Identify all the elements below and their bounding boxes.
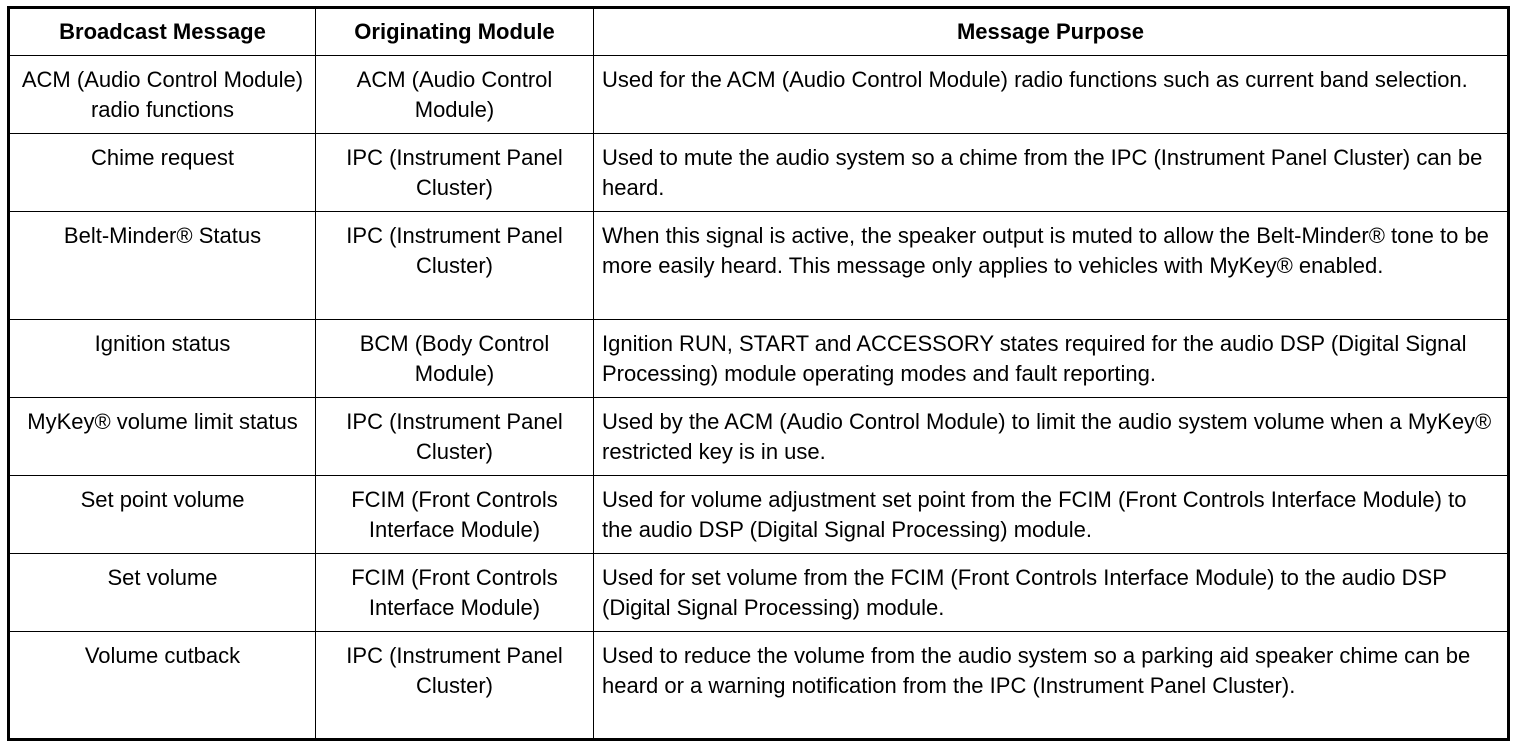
cell-message-purpose: Used by the ACM (Audio Control Module) to limit the audio system volume when a MyKey® restricted key is in use. — [594, 398, 1509, 476]
header-originating-module: Originating Module — [316, 8, 594, 56]
cell-broadcast-message: Set point volume — [9, 476, 316, 554]
cell-broadcast-message: ACM (Audio Control Module) radio functions — [9, 56, 316, 134]
cell-broadcast-message: Belt-Minder® Status — [9, 212, 316, 320]
cell-originating-module: IPC (Instrument Panel Cluster) — [316, 212, 594, 320]
table-row — [9, 56, 1509, 134]
table-row — [9, 632, 1509, 740]
table-row — [9, 476, 1509, 554]
header-message-purpose: Message Purpose — [594, 8, 1509, 56]
cell-message-purpose: Used for the ACM (Audio Control Module) radio functions such as current band selection. — [594, 56, 1509, 134]
cell-message-purpose: Used to reduce the volume from the audio system so a parking aid speaker chime can be heard or a warning notification from the IPC (Instrument Panel Cluster). — [594, 632, 1509, 740]
cell-originating-module: IPC (Instrument Panel Cluster) — [316, 632, 594, 740]
cell-broadcast-message: Chime request — [9, 134, 316, 212]
cell-message-purpose: When this signal is active, the speaker output is muted to allow the Belt-Minder® tone to be more easily heard. This message only applies to vehicles with MyKey® enabled. — [594, 212, 1509, 320]
cell-originating-module: FCIM (Front Controls Interface Module) — [316, 554, 594, 632]
broadcast-message-table-container — [7, 6, 1507, 741]
broadcast-message-table — [7, 6, 1510, 741]
header-broadcast-message: Broadcast Message — [9, 8, 316, 56]
cell-originating-module: IPC (Instrument Panel Cluster) — [316, 398, 594, 476]
cell-originating-module: IPC (Instrument Panel Cluster) — [316, 134, 594, 212]
cell-originating-module: FCIM (Front Controls Interface Module) — [316, 476, 594, 554]
cell-broadcast-message: MyKey® volume limit status — [9, 398, 316, 476]
table-row — [9, 320, 1509, 398]
table-header-row — [9, 8, 1509, 56]
cell-message-purpose: Used for volume adjustment set point from the FCIM (Front Controls Interface Module) to the audio DSP (Digital Signal Processing) module. — [594, 476, 1509, 554]
cell-message-purpose: Used for set volume from the FCIM (Front Controls Interface Module) to the audio DSP (Digital Signal Processing) module. — [594, 554, 1509, 632]
cell-message-purpose: Ignition RUN, START and ACCESSORY states required for the audio DSP (Digital Signal Processing) module operating modes and fault reporting. — [594, 320, 1509, 398]
table-row — [9, 212, 1509, 320]
cell-message-purpose: Used to mute the audio system so a chime from the IPC (Instrument Panel Cluster) can be heard. — [594, 134, 1509, 212]
table-row — [9, 398, 1509, 476]
cell-broadcast-message: Set volume — [9, 554, 316, 632]
cell-broadcast-message: Ignition status — [9, 320, 316, 398]
table-row — [9, 554, 1509, 632]
cell-originating-module: BCM (Body Control Module) — [316, 320, 594, 398]
cell-originating-module: ACM (Audio Control Module) — [316, 56, 594, 134]
cell-broadcast-message: Volume cutback — [9, 632, 316, 740]
table-row — [9, 134, 1509, 212]
